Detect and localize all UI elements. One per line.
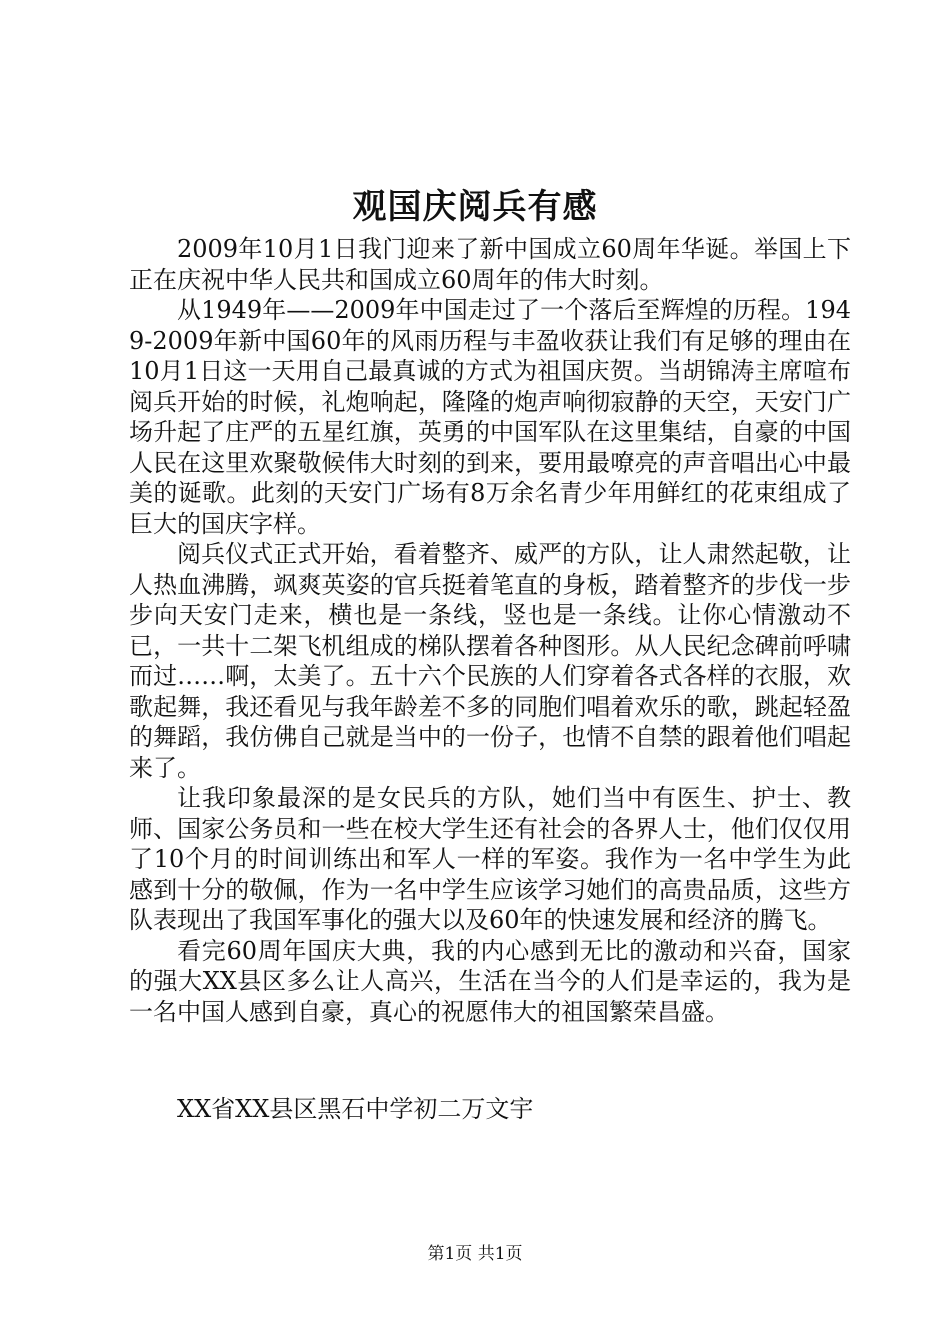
document-body — [129, 234, 851, 1027]
paragraph-3: 阅兵仪式正式开始，看着整齐、威严的方队，让人肃然起敬，让人热血沸腾，飒爽英姿的官兵挺着笔直的身板，踏着整齐的步伐一步步向天安门走来，横也是一条线，竖也是一条线。让你心情激动不已，一共十二架飞机组成的梯队摆着各种图形。从人民纪念碑前呼啸而过……啊，太美了。五十六个民族的人们穿着各式各样的衣服，欢歌起舞，我还看见与我年龄差不多的同胞们唱着欢乐的歌，跳起轻盈的舞蹈，我仿佛自己就是当中的一份子，也情不自禁的跟着他们唱起来了。 — [129, 540, 851, 782]
page-footer: 第1页 共1页 — [427, 1244, 523, 1264]
paragraph-2: 从1949年——2009年中国走过了一个落后至辉煌的历程。1949-2009年新中国60年的风雨历程与丰盈收获让我们有足够的理由在10月1日这一天用自己最真诚的方式为祖国庆贺。当胡锦涛主席喧布阅兵开始的时候，礼炮响起，隆隆的炮声响彻寂静的天空，天安门广场升起了庄严的五星红旗，英勇的中国军队在这里集结，自豪的中国人民在这里欢聚敬候伟大时刻的到来，要用最嘹亮的声音唱出心中最美的诞歌。此刻的天安门广场有8万余名青少年用鲜红的花束组成了巨大的国庆字样。 — [129, 296, 851, 538]
document-title: 观国庆阅兵有感 — [352, 187, 598, 227]
author-signature: XX省XX县区黑石中学初二万文宇 — [177, 1095, 534, 1123]
paragraph-4: 让我印象最深的是女民兵的方队，她们当中有医生、护士、教师、国家公务员和一些在校大学生还有社会的各界人士，他们仅仅用了10个月的时间训练出和军人一样的军姿。我作为一名中学生为此感到十分的敬佩，作为一名中学生应该学习她们的高贵品质，这些方队表现出了我国军事化的强大以及60年的快速发展和经济的腾飞。 — [129, 784, 851, 934]
paragraph-5: 看完60周年国庆大典，我的内心感到无比的激动和兴奋，国家的强大XX县区多么让人高兴，生活在当今的人们是幸运的，我为是一名中国人感到自豪，真心的祝愿伟大的祖国繁荣昌盛。 — [129, 936, 851, 1026]
paragraph-1: 2009年10月1日我门迎来了新中国成立60周年华诞。举国上下正在庆祝中华人民共和国成立60周年的伟大时刻。 — [129, 235, 851, 294]
